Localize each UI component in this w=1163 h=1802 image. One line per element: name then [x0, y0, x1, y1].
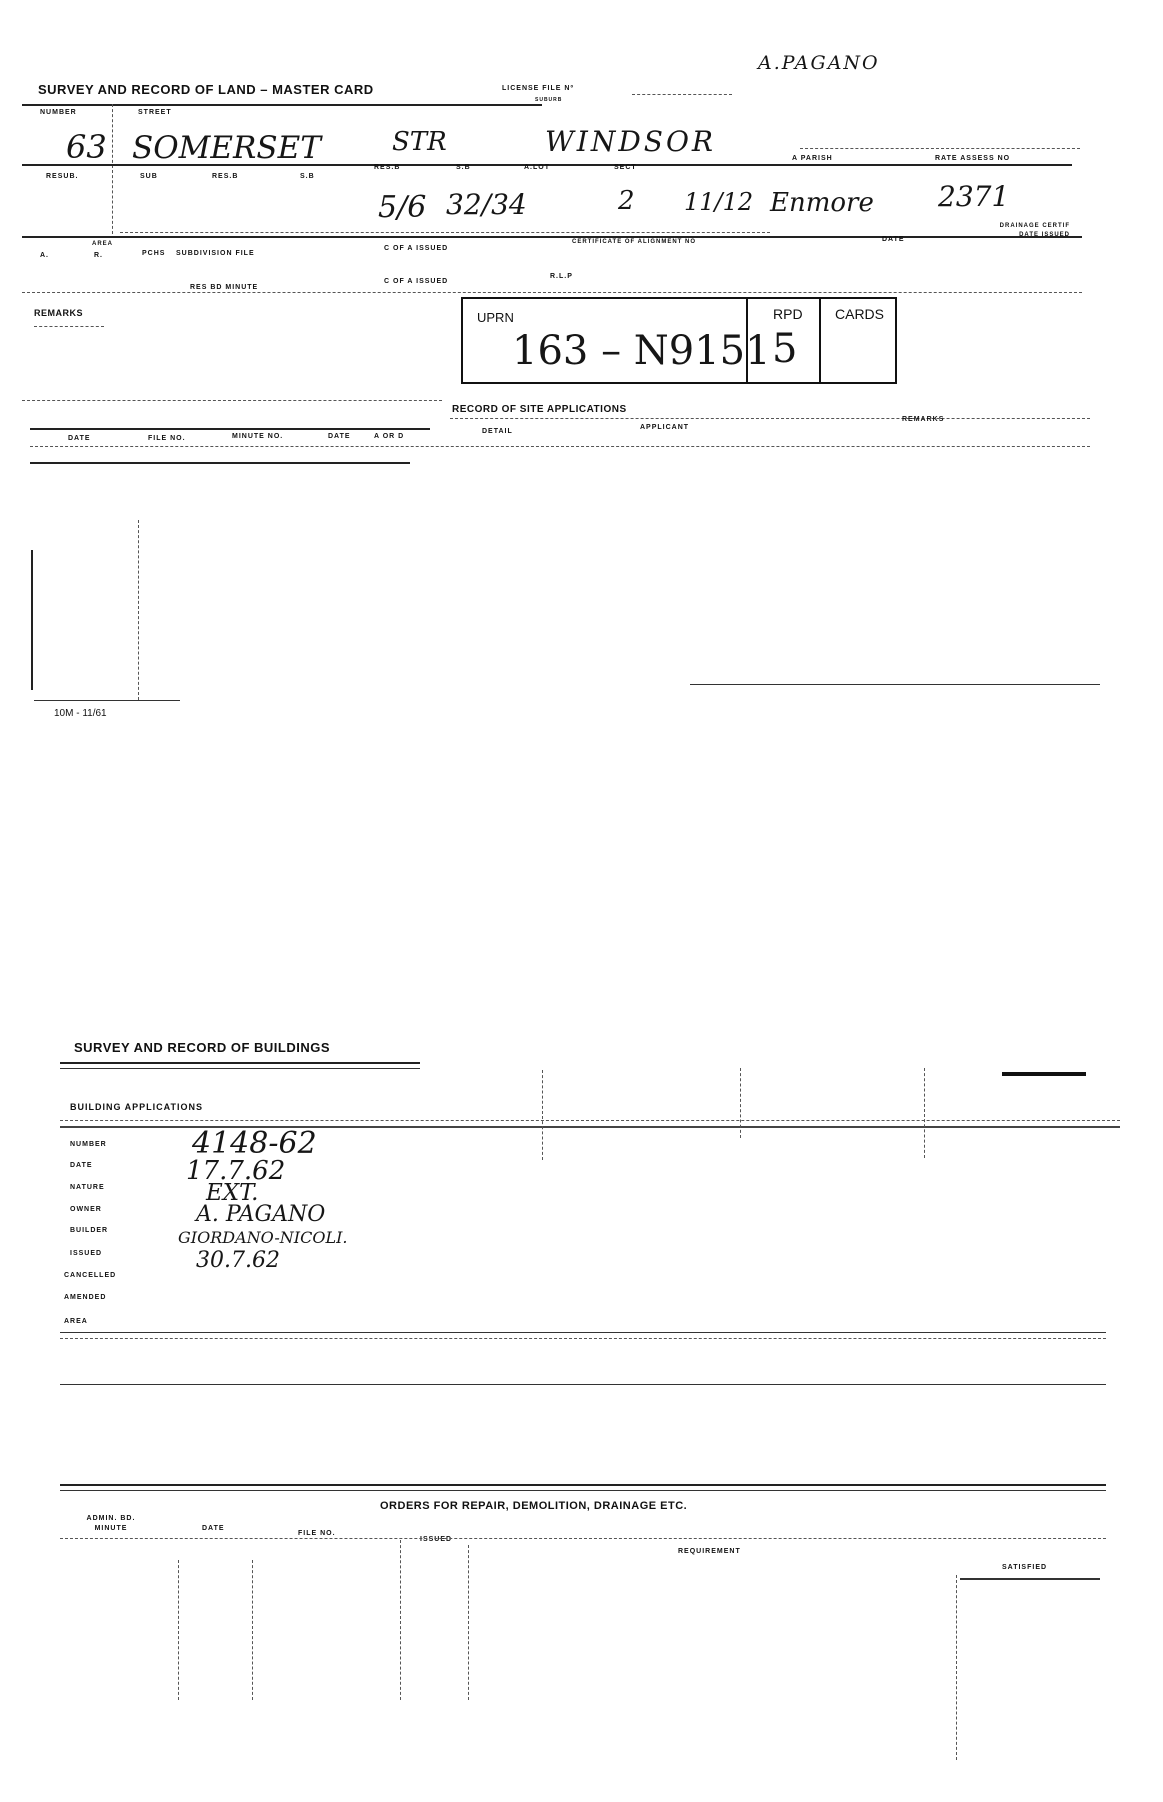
suburb-label: SUBURB	[535, 97, 563, 103]
remarks-label: REMARKS	[34, 308, 84, 318]
lots-value: 32/34	[446, 188, 527, 221]
form-code: 10M - 11/61	[54, 708, 107, 719]
rpd-label: RPD	[773, 306, 803, 322]
r-label: R.	[94, 252, 103, 259]
cards-label: CARDS	[835, 306, 885, 322]
a-label: A.	[40, 252, 49, 259]
portion-value: 11/12	[684, 188, 754, 216]
license-file-label: LICENSE FILE Nº	[502, 85, 575, 92]
section-value: 2	[618, 186, 635, 216]
number-label: NUMBER	[40, 109, 77, 116]
sub-label: SUB	[140, 173, 158, 180]
suburb-name: WINDSOR	[545, 125, 717, 158]
orders-col-issued: ISSUED	[420, 1536, 453, 1543]
res-bd-minute-label: RES BD MINUTE	[190, 284, 259, 291]
property-number: 63	[66, 128, 107, 166]
field-issued-value: 30.7.62	[196, 1248, 280, 1273]
allot-label: A.LOT	[524, 164, 550, 171]
site-col-detail: DETAIL	[482, 428, 513, 435]
certificate-alignment-label: CERTIFICATE OF ALIGNMENT NO	[572, 239, 696, 245]
owner-name-handwritten: A.PAGANO	[758, 52, 880, 74]
resub-label: RESUB.	[46, 173, 79, 180]
parish-value: Enmore	[770, 188, 874, 218]
building-applications-label: BUILDING APPLICATIONS	[70, 1102, 203, 1112]
street-type: STR	[392, 127, 447, 157]
field-amended-label: AMENDED	[64, 1294, 107, 1301]
orders-col-file-no: FILE NO.	[298, 1530, 336, 1537]
orders-col-date: DATE	[202, 1525, 225, 1532]
res-b-label-2: RES.B	[374, 164, 401, 171]
site-col-date: DATE	[68, 435, 91, 442]
field-nature-label: NATURE	[70, 1184, 105, 1191]
field-number-value: 4148-62	[192, 1126, 317, 1161]
site-col-a-or-d: A OR D	[374, 433, 405, 440]
parish-label: A PARISH	[792, 155, 833, 162]
site-col-date-2: DATE	[328, 433, 351, 440]
subdivision-file-label: SUBDIVISION FILE	[176, 250, 255, 257]
site-applications-title: RECORD OF SITE APPLICATIONS	[452, 404, 627, 415]
site-col-minute-no: MINUTE NO.	[232, 433, 284, 440]
c-of-a-issued-label-2: C OF A ISSUED	[384, 278, 449, 285]
orders-col-admin-minute: ADMIN. BD. MINUTE	[86, 1515, 136, 1532]
site-col-remarks: REMARKS	[902, 416, 945, 423]
field-date-label: DATE	[70, 1162, 93, 1169]
field-issued-label: ISSUED	[70, 1250, 103, 1257]
rate-assess-label: RATE ASSESS NO	[935, 155, 1011, 162]
orders-title: ORDERS FOR REPAIR, DEMOLITION, DRAINAGE ETC.	[380, 1500, 688, 1512]
field-date-value: 17.7.62	[186, 1156, 286, 1186]
field-owner-value: A. PAGANO	[196, 1202, 326, 1227]
c-of-a-issued-label: C OF A ISSUED	[384, 245, 449, 252]
rate-assess-value: 2371	[938, 180, 1010, 213]
s-b-label: S.B	[300, 173, 315, 180]
rlp-label: R.L.P	[550, 273, 573, 280]
area-label: AREA	[92, 241, 114, 247]
street-label: STREET	[138, 109, 172, 116]
field-cancelled-label: CANCELLED	[64, 1272, 117, 1279]
orders-col-satisfied: SATISFIED	[1002, 1564, 1048, 1571]
s-b-label-2: S.B	[456, 164, 471, 171]
rpd-value: 5	[772, 326, 798, 372]
uprn-label: UPRN	[477, 310, 514, 325]
buildings-card-title: SURVEY AND RECORD OF BUILDINGS	[74, 1040, 331, 1055]
field-owner-label: OWNER	[70, 1206, 102, 1213]
uprn-value: 163 – N9151	[512, 328, 771, 374]
land-card-title: SURVEY AND RECORD OF LAND – MASTER CARD	[38, 82, 374, 97]
sect-label: SECT	[614, 164, 637, 171]
res-b-label: RES.B	[212, 173, 239, 180]
sub-value: 5/6	[378, 190, 427, 225]
site-col-applicant: APPLICANT	[640, 424, 690, 431]
field-number-label: NUMBER	[70, 1141, 107, 1148]
field-builder-value: GIORDANO-NICOLI.	[178, 1228, 348, 1247]
date-label: DATE	[882, 236, 905, 243]
field-nature-value: EXT.	[206, 1180, 259, 1206]
street-name: SOMERSET	[132, 130, 321, 166]
orders-col-requirement: REQUIREMENT	[678, 1548, 741, 1555]
site-col-file-no: FILE NO.	[148, 435, 186, 442]
field-builder-label: BUILDER	[70, 1227, 109, 1234]
pchs-label: PCHS	[142, 250, 166, 257]
drainage-cert-label: DRAINAGE CERTIF DATE ISSUED	[999, 223, 1070, 238]
field-area-label: AREA	[64, 1318, 88, 1325]
